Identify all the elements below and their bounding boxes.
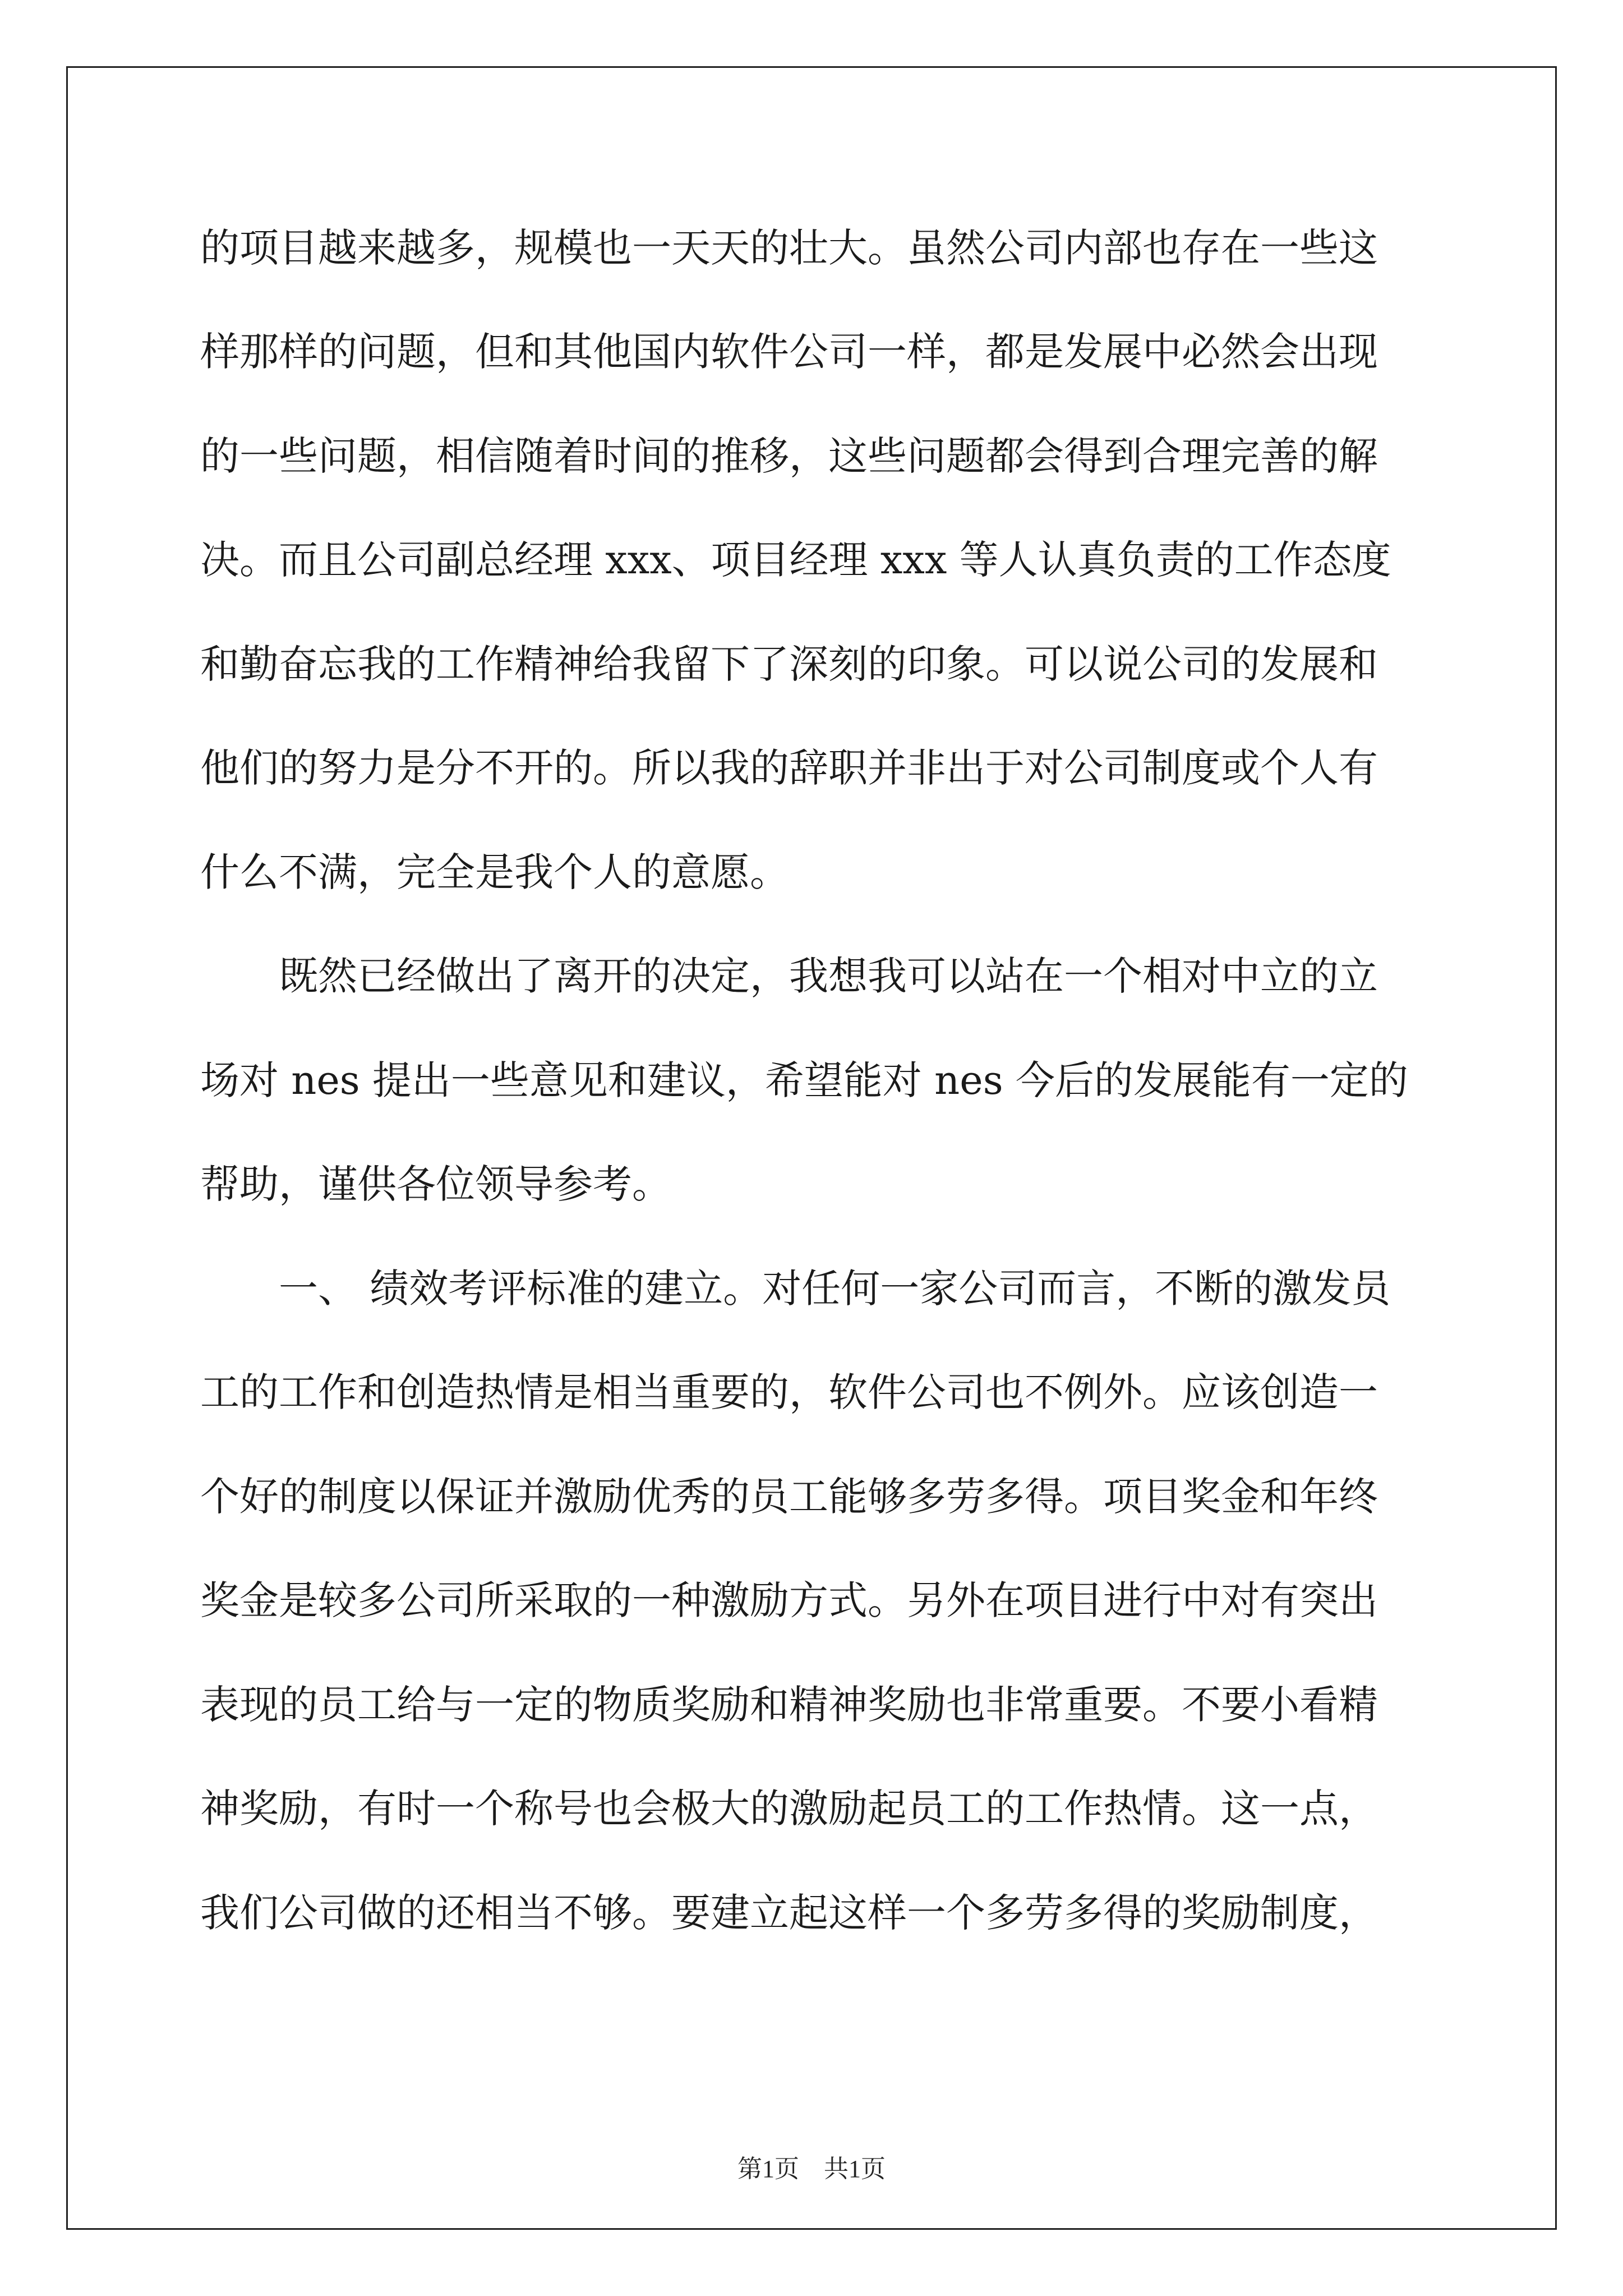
text-line: 的项目越来越多，规模也一天天的壮大。虽然公司内部也存在一些这 xyxy=(200,225,1378,271)
text-line: 他们的努力是分不开的。所以我的辞职并非出于对公司制度或个人有 xyxy=(200,745,1378,791)
text-line: 表现的员工给与一定的物质奖励和精神奖励也非常重要。不要小看精 xyxy=(200,1682,1378,1728)
page-footer: 第1页 共1页 xyxy=(737,2155,886,2183)
text-line: 决。而且公司副总经理 xxx、项目经理 xxx 等人认真负责的工作态度 xyxy=(200,537,1391,583)
text-line: 一、 绩效考评标准的建立。对任何一家公司而言，不断的激发员 xyxy=(200,1266,1391,1312)
text-line: 的一些问题，相信随着时间的推移，这些问题都会得到合理完善的解 xyxy=(200,433,1378,479)
text-line: 场对 nes 提出一些意见和建议，希望能对 nes 今后的发展能有一定的 xyxy=(200,1057,1408,1103)
text-line: 奖金是较多公司所采取的一种激励方式。另外在项目进行中对有突出 xyxy=(200,1577,1378,1623)
text-line: 和勤奋忘我的工作精神给我留下了深刻的印象。可以说公司的发展和 xyxy=(200,641,1378,687)
text-line: 工的工作和创造热情是相当重要的，软件公司也不例外。应该创造一 xyxy=(200,1369,1378,1415)
text-line: 个好的制度以保证并激励优秀的员工能够多劳多得。项目奖金和年终 xyxy=(200,1474,1378,1520)
text-line: 既然已经做出了离开的决定，我想我可以站在一个相对中立的立 xyxy=(200,953,1378,999)
text-line: 神奖励，有时一个称号也会极大的激励起员工的工作热情。这一点， xyxy=(200,1786,1378,1832)
text-line: 样那样的问题，但和其他国内软件公司一样，都是发展中必然会出现 xyxy=(200,329,1378,375)
text-line: 我们公司做的还相当不够。要建立起这样一个多劳多得的奖励制度， xyxy=(200,1890,1378,1936)
text-line: 帮助，谨供各位领导参考。 xyxy=(200,1161,671,1207)
text-line: 什么不满，完全是我个人的意愿。 xyxy=(200,849,789,895)
